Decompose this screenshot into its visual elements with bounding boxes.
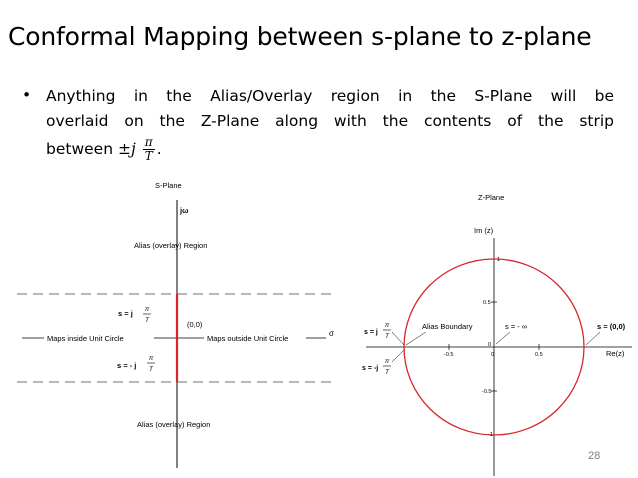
- z-s-neg-frac-den: T: [385, 369, 389, 376]
- z-s-pos-arrow: [392, 332, 404, 345]
- z-plane-title: Z-Plane: [478, 193, 505, 202]
- fraction-denominator: T: [144, 149, 153, 163]
- s-pos-label: s = j: [118, 309, 133, 318]
- fraction-numerator: π: [143, 136, 155, 150]
- z-tick-im-05: 0.5: [483, 300, 491, 306]
- z-plane-diagram: [362, 193, 632, 476]
- s-neg-frac-num: π: [148, 355, 154, 362]
- z-s-pos-label: s = j: [364, 329, 378, 336]
- z-s-pos-frac-den: T: [385, 333, 389, 340]
- alias-top-label: Alias (overlay) Region: [134, 241, 208, 250]
- re-z-label: Re(z): [606, 349, 625, 358]
- s-zero-arrow: [586, 332, 600, 345]
- z-s-pos-frac-num: π: [384, 322, 390, 329]
- s-zero-label: s = (0,0): [597, 322, 626, 331]
- pm-j-symbol: ±j: [117, 140, 136, 158]
- z-tick-1: 1: [497, 257, 501, 263]
- bullet-dot-icon: •: [22, 86, 32, 104]
- z-s-neg-arrow: [392, 350, 404, 362]
- bullet-line-1: Anything in the Alias/Overlay region in the S-Plane will be: [46, 87, 614, 105]
- z-tick-re-05: 0.5: [535, 352, 543, 358]
- page-number: 28: [588, 450, 601, 462]
- bullet-line-3-suffix: .: [156, 140, 162, 158]
- s-neg-frac-den: T: [149, 366, 153, 373]
- s-plane-title: S-Plane: [155, 181, 182, 190]
- s-pos-frac-den: T: [145, 317, 149, 324]
- s-pos-frac-num: π: [144, 306, 150, 313]
- alias-boundary-label: Alias Boundary: [422, 322, 473, 331]
- slide-title: Conformal Mapping between s-plane to z-plane: [8, 22, 592, 51]
- s-plane-diagram: [17, 181, 334, 468]
- bullet-line-3-prefix: between: [46, 140, 114, 158]
- s-minus-inf-label: s = - ∞: [505, 322, 528, 331]
- maps-outside-label: Maps outside Unit Circle: [207, 334, 289, 343]
- z-tick-im-m05: -0.5: [482, 389, 492, 395]
- z-tick-0: 0: [488, 342, 492, 348]
- z-tick-re-m05: -0.5: [444, 352, 454, 358]
- maps-inside-label: Maps inside Unit Circle: [47, 334, 124, 343]
- s-neg-label: s = - j: [117, 361, 137, 370]
- z-tick-re-0: 0: [491, 352, 495, 358]
- z-s-neg-label: s = -j: [362, 365, 379, 372]
- j-omega-label: jω: [180, 206, 189, 215]
- z-s-neg-frac-num: π: [384, 358, 390, 365]
- alias-bottom-label: Alias (overlay) Region: [137, 420, 211, 429]
- alias-boundary-arrow: [406, 332, 426, 345]
- sigma-label: σ: [329, 329, 334, 338]
- im-z-label: Im (z): [474, 226, 494, 235]
- z-tick-m1: -1: [488, 432, 493, 438]
- s-minus-inf-arrow: [496, 332, 510, 344]
- bullet-line-2: overlaid on the Z-Plane along with the contents of the strip: [46, 112, 614, 130]
- s-origin-label: (0,0): [187, 320, 203, 329]
